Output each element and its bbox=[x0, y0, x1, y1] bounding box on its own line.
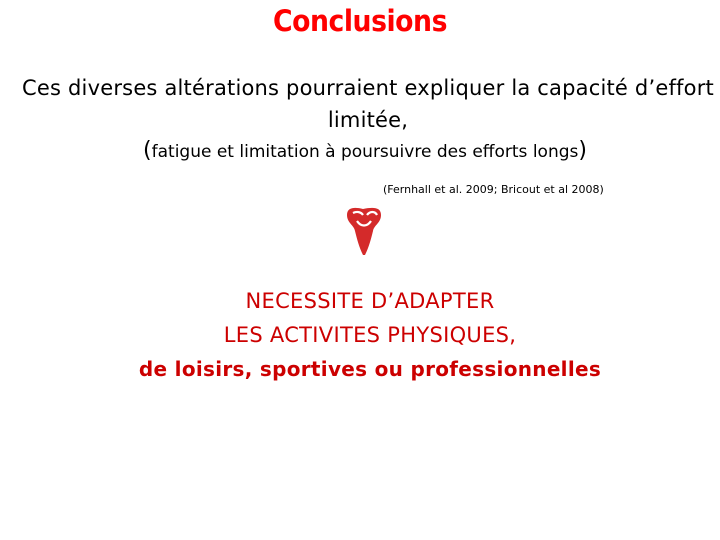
detail-body: fatigue et limitation à poursuivre des efforts longs bbox=[151, 142, 579, 162]
arrow-down-icon bbox=[343, 205, 385, 257]
intro-text: Ces diverses altérations pourraient expliquer la capacité d’effort limitée, bbox=[22, 76, 714, 132]
detail-close-paren: ) bbox=[578, 138, 587, 163]
citation: (Fernhall et al. 2009; Bricout et al 2008) bbox=[383, 183, 604, 196]
conclusion-line-2: LES ACTIVITES PHYSIQUES, bbox=[223, 323, 517, 347]
conclusion-line-1: NECESSITE D’ADAPTER bbox=[245, 289, 495, 313]
conclusion-block bbox=[0, 284, 720, 386]
conclusion-line-3: de loisirs, sportives ou professionnelles bbox=[138, 357, 602, 381]
detail-text bbox=[0, 138, 720, 163]
slide-title: Conclusions bbox=[272, 4, 448, 38]
detail-open-paren: ( bbox=[143, 138, 152, 163]
